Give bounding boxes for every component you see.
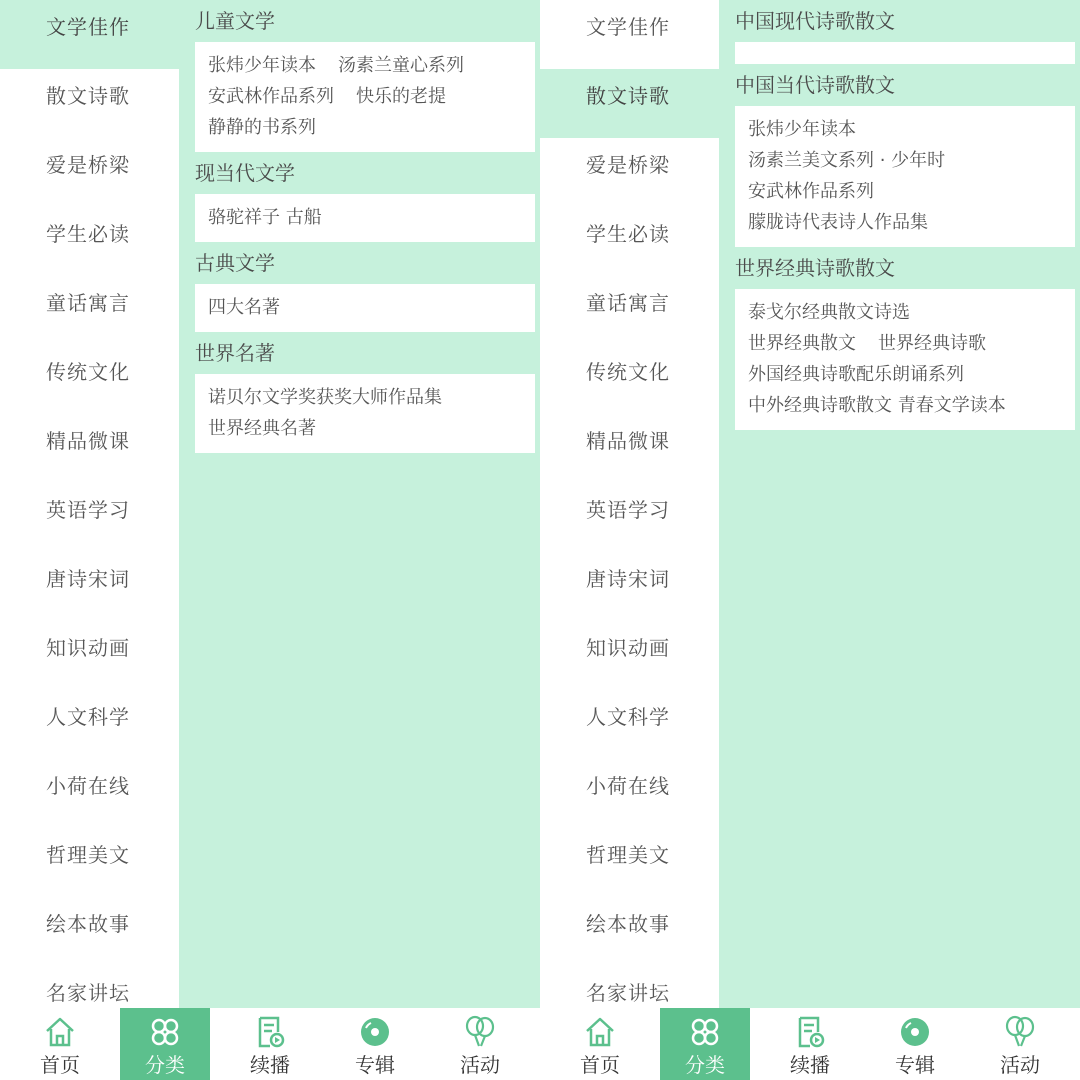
continue-play-icon [252, 1014, 288, 1050]
sidebar-item[interactable]: 文学佳作 [586, 15, 670, 39]
bottom-tab-bar [0, 1008, 1080, 1080]
sidebar-item[interactable]: 名家讲坛 [586, 981, 670, 1005]
subcategory-row [208, 50, 522, 81]
home-icon [42, 1014, 78, 1050]
section-title: 世界名著 [195, 341, 275, 365]
sidebar-item[interactable]: 知识动画 [586, 636, 670, 660]
tab-continue-play[interactable] [225, 1008, 315, 1080]
sidebar-item[interactable]: 爱是桥梁 [46, 153, 130, 177]
balloon-icon [462, 1014, 498, 1050]
tab-balloon[interactable] [975, 1008, 1065, 1080]
subcategory-link[interactable]: 安武林作品系列 [748, 181, 874, 202]
sidebar-item[interactable]: 绘本故事 [586, 912, 670, 936]
sidebar-item[interactable]: 知识动画 [46, 636, 130, 660]
section-title: 中国当代诗歌散文 [735, 73, 895, 97]
section-title: 儿童文学 [195, 9, 275, 33]
sidebar-item[interactable]: 名家讲坛 [46, 981, 130, 1005]
sidebar-item[interactable]: 童话寓言 [586, 291, 670, 315]
subcategory-link[interactable]: 骆驼祥子 古船 [208, 207, 322, 228]
subcategory-link[interactable]: 世界经典诗歌 [878, 333, 986, 354]
section-title: 现当代文学 [195, 161, 295, 185]
subcategory-row [748, 297, 1062, 328]
subcategory-card [195, 194, 535, 242]
subcategory-card [195, 284, 535, 332]
subcategory-card [735, 106, 1075, 247]
subcategory-link[interactable]: 世界经典名著 [208, 418, 316, 439]
subcategory-row [748, 328, 1062, 359]
tab-home[interactable] [15, 1008, 105, 1080]
subcategory-link[interactable]: 张炜少年读本 [748, 119, 856, 140]
sidebar-item[interactable]: 小荷在线 [586, 774, 670, 798]
category-icon [687, 1014, 723, 1050]
subcategory-content [735, 0, 1075, 430]
tab-label: 续播 [250, 1053, 290, 1077]
sidebar-item[interactable]: 爱是桥梁 [586, 153, 670, 177]
subcategory-row [208, 202, 522, 233]
right-screen [540, 0, 1080, 1008]
album-icon [897, 1014, 933, 1050]
tab-balloon[interactable] [435, 1008, 525, 1080]
subcategory-row [748, 207, 1062, 238]
subcategory-link[interactable]: 安武林作品系列 [208, 86, 334, 107]
sidebar-item[interactable]: 学生必读 [46, 222, 130, 246]
sidebar-item[interactable]: 哲理美文 [46, 843, 130, 867]
subcategory-link[interactable]: 诺贝尔文学奖获奖大师作品集 [208, 387, 442, 408]
subcategory-row [748, 114, 1062, 145]
sidebar-item[interactable]: 传统文化 [586, 360, 670, 384]
sidebar-item[interactable]: 小荷在线 [46, 774, 130, 798]
subcategory-row [208, 292, 522, 323]
subcategory-card [735, 289, 1075, 430]
sidebar-item[interactable]: 学生必读 [586, 222, 670, 246]
category-icon [147, 1014, 183, 1050]
subcategory-link[interactable]: 四大名著 [208, 297, 280, 318]
subcategory-card [195, 374, 535, 453]
tab-label: 首页 [580, 1053, 620, 1077]
subcategory-link[interactable]: 张炜少年读本 [208, 55, 316, 76]
balloon-icon [1002, 1014, 1038, 1050]
sidebar-item[interactable]: 英语学习 [586, 498, 670, 522]
sidebar-item[interactable]: 人文科学 [586, 705, 670, 729]
section-title: 中国现代诗歌散文 [735, 9, 895, 33]
subcategory-row [208, 382, 522, 413]
subcategory-card [735, 42, 1075, 64]
subcategory-link[interactable]: 泰戈尔经典散文诗选 [748, 302, 910, 323]
subcategory-link[interactable]: 快乐的老提 [356, 86, 446, 107]
tab-label: 续播 [790, 1053, 830, 1077]
subcategory-row [748, 145, 1062, 176]
sidebar-item[interactable]: 散文诗歌 [540, 69, 719, 138]
tab-label: 专辑 [355, 1053, 395, 1077]
subcategory-row [748, 176, 1062, 207]
tab-label: 活动 [1000, 1053, 1040, 1077]
sidebar-item[interactable]: 精品微课 [46, 429, 130, 453]
subcategory-link[interactable]: 汤素兰童心系列 [338, 55, 464, 76]
subcategory-link[interactable]: 中外经典诗歌散文 青春文学读本 [748, 395, 1006, 416]
sidebar-item[interactable]: 童话寓言 [46, 291, 130, 315]
sidebar-item[interactable]: 英语学习 [46, 498, 130, 522]
tab-label: 分类 [685, 1053, 725, 1077]
sidebar-item[interactable]: 唐诗宋词 [46, 567, 130, 591]
section-title: 古典文学 [195, 251, 275, 275]
subcategory-row [208, 112, 522, 143]
tab-category[interactable] [120, 1008, 210, 1080]
left-screen [0, 0, 540, 1008]
tab-category[interactable] [660, 1008, 750, 1080]
continue-play-icon [792, 1014, 828, 1050]
subcategory-link[interactable]: 静静的书系列 [208, 117, 316, 138]
sidebar-item[interactable]: 唐诗宋词 [586, 567, 670, 591]
tab-home[interactable] [555, 1008, 645, 1080]
sidebar-item[interactable]: 人文科学 [46, 705, 130, 729]
sidebar-item[interactable]: 文学佳作 [0, 0, 179, 69]
tab-label: 活动 [460, 1053, 500, 1077]
section-title: 世界经典诗歌散文 [735, 256, 895, 280]
subcategory-link[interactable]: 汤素兰美文系列 · 少年时 [748, 150, 946, 171]
tab-continue-play[interactable] [765, 1008, 855, 1080]
subcategory-link[interactable]: 朦胧诗代表诗人作品集 [748, 212, 928, 233]
subcategory-row [748, 359, 1062, 390]
tab-album[interactable] [330, 1008, 420, 1080]
tab-label: 专辑 [895, 1053, 935, 1077]
sidebar-item[interactable]: 绘本故事 [46, 912, 130, 936]
sidebar-item[interactable]: 哲理美文 [586, 843, 670, 867]
subcategory-row [748, 390, 1062, 421]
subcategory-row [208, 81, 522, 112]
sidebar-item[interactable]: 散文诗歌 [46, 84, 130, 108]
subcategory-link[interactable]: 外国经典诗歌配乐朗诵系列 [748, 364, 964, 385]
subcategory-content [195, 0, 535, 453]
sidebar-item[interactable]: 精品微课 [586, 429, 670, 453]
home-icon [582, 1014, 618, 1050]
sidebar-item[interactable]: 传统文化 [46, 360, 130, 384]
album-icon [357, 1014, 393, 1050]
tab-label: 分类 [145, 1053, 185, 1077]
subcategory-row [208, 413, 522, 444]
subcategory-link[interactable]: 世界经典散文 [748, 333, 856, 354]
tab-album[interactable] [870, 1008, 960, 1080]
category-sidebar [0, 0, 179, 1008]
tab-label: 首页 [40, 1053, 80, 1077]
category-sidebar [540, 0, 719, 1008]
subcategory-card [195, 42, 535, 152]
